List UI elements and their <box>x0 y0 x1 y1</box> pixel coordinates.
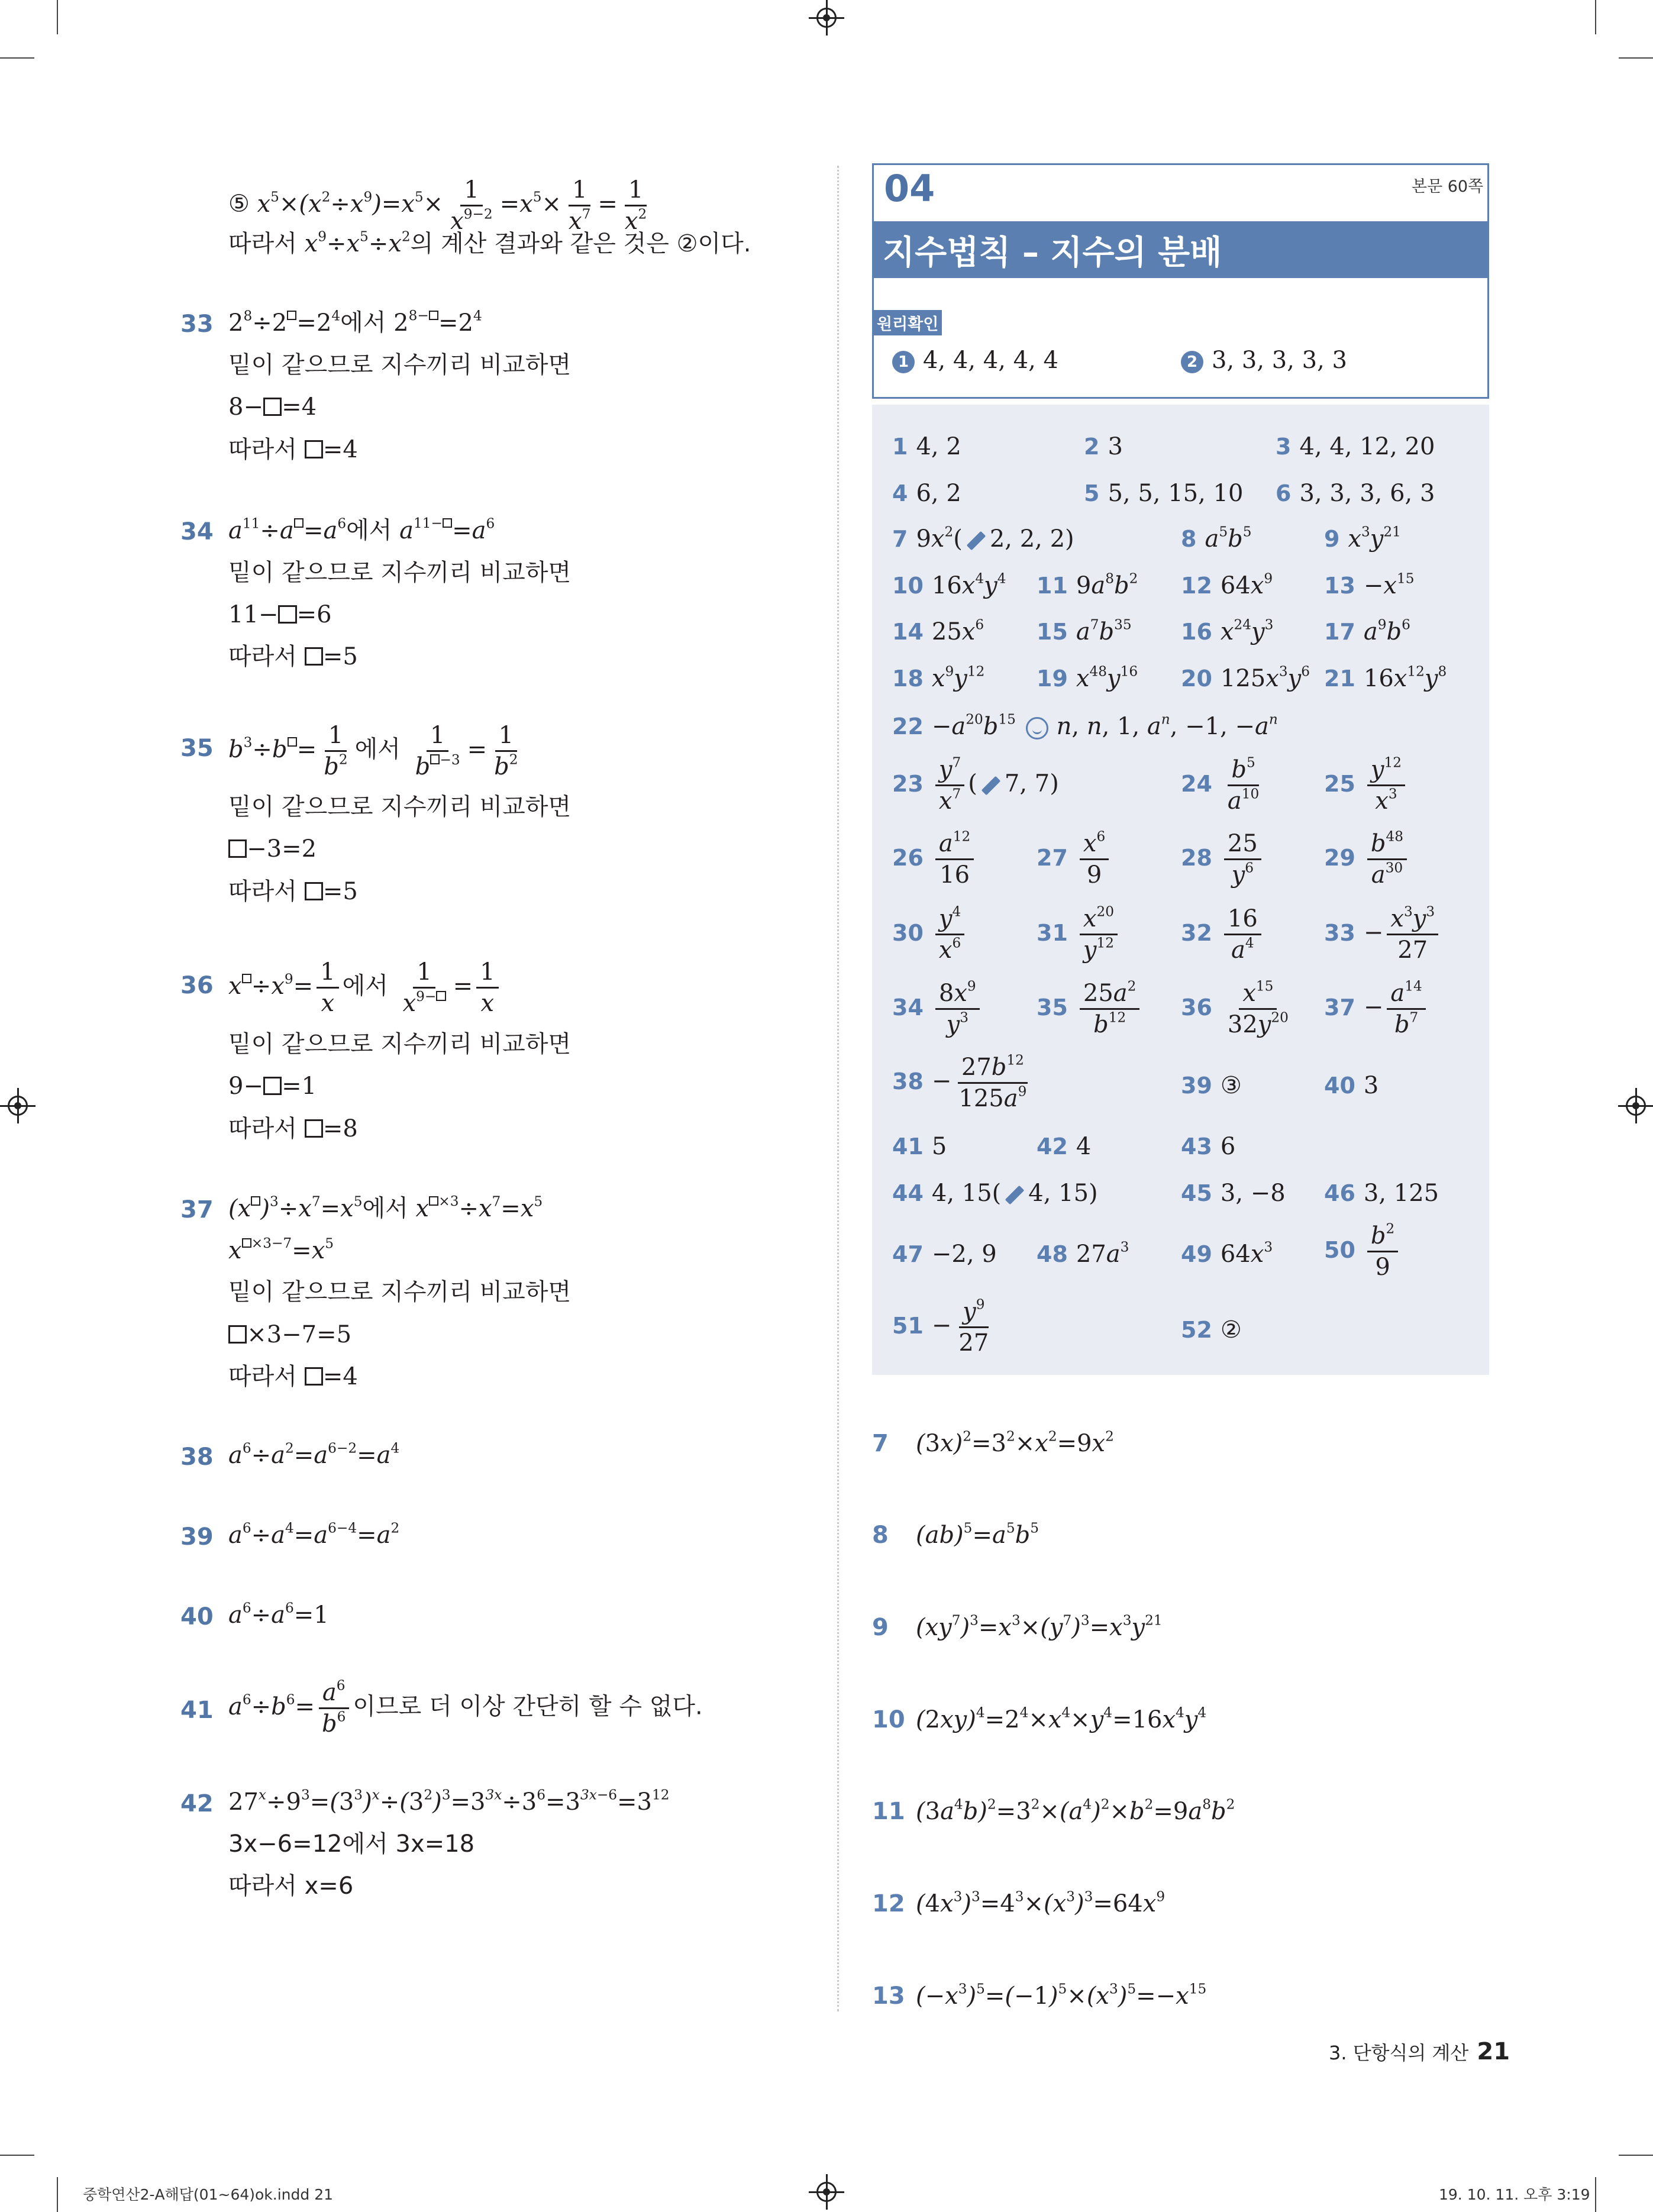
smile-icon <box>1026 717 1048 740</box>
crop-mark <box>57 0 58 34</box>
answer-33: 33 − $\frac{x^3y^3}{27}$ <box>1324 906 1442 963</box>
crop-mark <box>0 2155 34 2156</box>
answer-8: 8 $a^5b^5$ <box>1181 524 1252 553</box>
registration-mark-icon <box>816 8 837 28</box>
crop-mark <box>1619 57 1653 59</box>
answer-35: 35 $\frac{25a^2}{b^{12}}$ <box>1037 981 1143 1037</box>
q41-line: $a^6\div b^6=$ $\frac{a^6}{b^6}$ 이므로 더 이상 간단히 할 수 없다. <box>228 1677 703 1738</box>
q35-line-2: 밑이 같으므로 지수끼리 비교하면 <box>228 793 572 821</box>
problem-number: 40 <box>180 1603 214 1630</box>
q34-line-1: $a^{11}\div a =a^6$에서 $a^{11-} =a^6$ <box>228 515 495 544</box>
answer-12: 12 $64x^9$ <box>1181 570 1273 599</box>
crop-mark <box>57 2177 58 2212</box>
answer-2: 2 3 <box>1084 433 1123 460</box>
q38-line: $a^6\div a^2=a^{6-2}=a^4$ <box>228 1440 400 1469</box>
pencil-icon <box>982 776 1001 795</box>
answer-36: 36 $\frac{x^{15}}{32y^{20}}$ <box>1181 978 1289 1038</box>
section-title: 지수법칙 – 지수의 분배 <box>883 234 1222 272</box>
answer-24: 24 $\frac{b^5}{a^{10}}$ <box>1181 754 1260 815</box>
pencil-icon <box>967 531 986 551</box>
principle-check-1: 1 4, 4, 4, 4, 4 <box>892 347 1058 374</box>
answer-7: 7 $9x^2$( 2, 2, 2) <box>892 524 1074 553</box>
answer-49: 49 $64x^3$ <box>1181 1239 1273 1268</box>
page-reference: 본문 60쪽 <box>1412 177 1484 196</box>
answer-5: 5 5, 5, 15, 10 <box>1084 480 1244 507</box>
column-divider <box>837 166 839 2011</box>
q36-line-4: 따라서 =8 <box>228 1115 358 1142</box>
answer-50: 50 $\frac{b^2}{9}$ <box>1324 1223 1402 1280</box>
crop-mark <box>1619 2155 1653 2156</box>
q36-line-1: $x \div x^9=$ $\frac{1}{x}$ 에서 $\frac{1}{x^{9-}}$ = $\frac{1}{x}$ <box>228 960 502 1016</box>
solution-11: 11 $(3a^4b)^2=3^2\times(a^4)^2\times b^2=9a^8b^2$ <box>872 1796 1235 1825</box>
solution-7: 7 $(3x)^2=3^2\times x^2=9x^2$ <box>872 1428 1114 1457</box>
page-number: 21 <box>1477 2038 1510 2065</box>
answer-38: 38 − $\frac{27b^{12}}{125a^9}$ <box>892 1052 1027 1112</box>
section-number: 04 <box>884 167 935 210</box>
q33-line-3: 8− =4 <box>228 393 317 421</box>
answer-39: 39 ③ <box>1181 1072 1242 1099</box>
slug-filename: 중학연산2-A해답(01~64)ok.indd 21 <box>83 2186 334 2203</box>
answer-43: 43 6 <box>1181 1133 1236 1160</box>
solution-12: 12 $(4x^3)^3=4^3\times(x^3)^3=64x^9$ <box>872 1888 1166 1917</box>
solution-13: 13 $(-x^3)^5=(-1)^5\times(x^3)^5=-x^{15}$ <box>872 1981 1207 2010</box>
answer-3: 3 4, 4, 12, 20 <box>1276 433 1435 460</box>
registration-mark-icon <box>8 1096 28 1116</box>
answer-32: 32 $\frac{16}{a^4}$ <box>1181 906 1265 963</box>
q37-line-3: 밑이 같으므로 지수끼리 비교하면 <box>228 1278 572 1306</box>
registration-mark-icon <box>816 2182 837 2202</box>
answer-16: 16 $x^{24}y^3$ <box>1181 616 1274 645</box>
answer-1: 1 4, 2 <box>892 433 961 460</box>
answer-21: 21 $16x^{12}y^8$ <box>1324 663 1447 692</box>
answer-6: 6 3, 3, 3, 6, 3 <box>1276 480 1435 507</box>
q36-line-3: 9− =1 <box>228 1073 317 1100</box>
answer-25: 25 $\frac{y^{12}}{x^3}$ <box>1324 757 1409 813</box>
q34-line-2: 밑이 같으므로 지수끼리 비교하면 <box>228 559 572 586</box>
answer-18: 18 $x^9y^{12}$ <box>892 663 985 692</box>
q40-line: $a^6\div a^6=1$ <box>228 1600 329 1629</box>
answer-34: 34 $\frac{8x^9}{y^3}$ <box>892 981 983 1037</box>
chapter-label: 3. 단항식의 계산 <box>1329 2042 1469 2064</box>
problem-number: 37 <box>180 1196 214 1223</box>
problem-number: 42 <box>180 1790 214 1817</box>
problem-number: 39 <box>180 1523 214 1551</box>
pencil-icon <box>1005 1186 1025 1205</box>
crop-mark <box>1595 0 1596 34</box>
q42-line-3: 따라서 x=6 <box>228 1872 354 1900</box>
q35-line-1: $b^3\div b$ = $\frac{1}{b^2}$ 에서 $\frac{1}{b ^{-3}}$ = $\frac{1}{b^2}$ <box>228 722 518 780</box>
answer-13: $13 -x^{15}$ <box>1324 570 1415 599</box>
circled-number-icon: 2 <box>1181 351 1203 373</box>
solution-9: 9 $(xy^7)^3=x^3\times(y^7)^3=x^3y^{21}$ <box>872 1612 1163 1641</box>
solution-8: 8 $(ab)^5=a^5b^5$ <box>872 1520 1039 1549</box>
problem-number: 34 <box>180 518 214 545</box>
answer-41: 41 5 <box>892 1133 947 1160</box>
answer-30: 30 $\frac{y^4}{x^6}$ <box>892 906 968 963</box>
answer-40: 40 3 <box>1324 1072 1379 1099</box>
q42-line-1: $27^x\div 9^3=(3^3)^x\div(3^2)^3=3^{3x}\div 3^6=3^{3x-6}=3^{12}$ <box>228 1787 670 1816</box>
problem-number: 35 <box>180 735 214 762</box>
answer-26: 26 $\frac{a^{12}}{16}$ <box>892 831 977 887</box>
answer-29: 29 $\frac{b^{48}}{a^{30}}$ <box>1324 831 1410 887</box>
q34-line-3: 11− =6 <box>228 601 332 628</box>
answer-46: 46 3, 125 <box>1324 1180 1439 1207</box>
answer-42: 42 4 <box>1037 1133 1092 1160</box>
q33-line-2: 밑이 같으므로 지수끼리 비교하면 <box>228 351 572 379</box>
answer-23: 23 $\frac{y^7}{x^7}$ ( 7, 7) <box>892 754 1059 815</box>
principle-check-2: 2 3, 3, 3, 3, 3 <box>1181 347 1347 374</box>
q36-line-2: 밑이 같으므로 지수끼리 비교하면 <box>228 1031 572 1058</box>
q37-line-5: 따라서 =4 <box>228 1363 358 1390</box>
q42-line-2: 3x−6=12에서 3x=18 <box>228 1830 475 1858</box>
answer-14: 14 $25x^6$ <box>892 616 984 645</box>
answer-19: 19 $x^{48}y^{16}$ <box>1037 663 1138 692</box>
answer-51: 51 − $\frac{y^9}{27}$ <box>892 1296 989 1357</box>
q33-line-4: 따라서 =4 <box>228 436 358 463</box>
circled-number-icon: 1 <box>892 351 915 373</box>
answer-10: 10 $16x^4y^4$ <box>892 570 1006 599</box>
principle-check-tag: 원리확인 <box>873 310 942 335</box>
q37-line-1: (x )$^3\div x^7=x^5$에서 x $^{\times 3}\div x^7=x^5$ <box>228 1193 543 1222</box>
answer-45: 45 3, −8 <box>1181 1180 1286 1207</box>
intro-line-2: 따라서 $x^9\div x^5\div x^2$의 계산 결과와 같은 것은 ②이다. <box>228 228 751 257</box>
crop-mark <box>0 57 34 59</box>
answer-44: 44 4, 15( 4, 15) <box>892 1180 1098 1207</box>
registration-mark-icon <box>1626 1096 1646 1116</box>
crop-mark <box>1595 2177 1596 2212</box>
answer-15: 15 $a^7b^{35}$ <box>1037 616 1132 645</box>
slug-timestamp: 19. 10. 11. 오후 3:19 <box>1439 2186 1590 2203</box>
q37-line-2: x $^{\times 3-7}=x^5$ <box>228 1235 334 1264</box>
answer-47: 47 −2, 9 <box>892 1241 997 1268</box>
answer-22: $22 -a^{20}b^{15}$ n, n, 1, $a^n$, −1, $-a^n$ <box>892 711 1278 740</box>
answer-4: 4 6, 2 <box>892 480 961 507</box>
q39-line: $a^6\div a^4=a^{6-4}=a^2$ <box>228 1520 400 1549</box>
answer-11: 11 $9a^8b^2$ <box>1037 570 1138 599</box>
answer-27: 27 $\frac{x^6}{9}$ <box>1037 831 1112 887</box>
q33-line-1: $2^8\div 2 =2^4$에서 $2^{8-} =2^4$ <box>228 308 482 337</box>
answer-9: 9 $x^3y^{21}$ <box>1324 524 1401 553</box>
problem-number: 36 <box>180 972 214 999</box>
answer-17: 17 $a^9b^6$ <box>1324 616 1410 645</box>
problem-number: 38 <box>180 1444 214 1471</box>
q37-line-4: ×3−7=5 <box>228 1323 351 1346</box>
answer-31: 31 $\frac{x^{20}}{y^{12}}$ <box>1037 906 1121 963</box>
answer-52: 52 ② <box>1181 1316 1242 1344</box>
q35-line-4: 따라서 =5 <box>228 878 358 905</box>
problem-number: 41 <box>180 1697 214 1724</box>
answer-20: 20 $125x^3y^6$ <box>1181 663 1310 692</box>
q35-line-3: −3=2 <box>228 837 317 861</box>
problem-number: 33 <box>180 311 214 338</box>
answer-28: 28 $\frac{25}{y^6}$ <box>1181 831 1265 887</box>
page-footer <box>1329 2038 1510 2065</box>
intro-line-1: ⑤ $x^5\times(x^2\div x^9)=x^5\times$ $\frac{1}{x^{9-2}}$ $=x^5\times$ $\frac{1}{x^7}$ = $\frac{1}{x^2}$ <box>228 176 647 235</box>
q34-line-4: 따라서 =5 <box>228 643 358 670</box>
solution-10: 10 $(2xy)^4=2^4\times x^4\times y^4=16x^4y^4$ <box>872 1704 1207 1733</box>
answer-48: 48 $27a^3$ <box>1037 1239 1129 1268</box>
answer-37: 37 − $\frac{a^{14}}{b^7}$ <box>1324 981 1429 1037</box>
